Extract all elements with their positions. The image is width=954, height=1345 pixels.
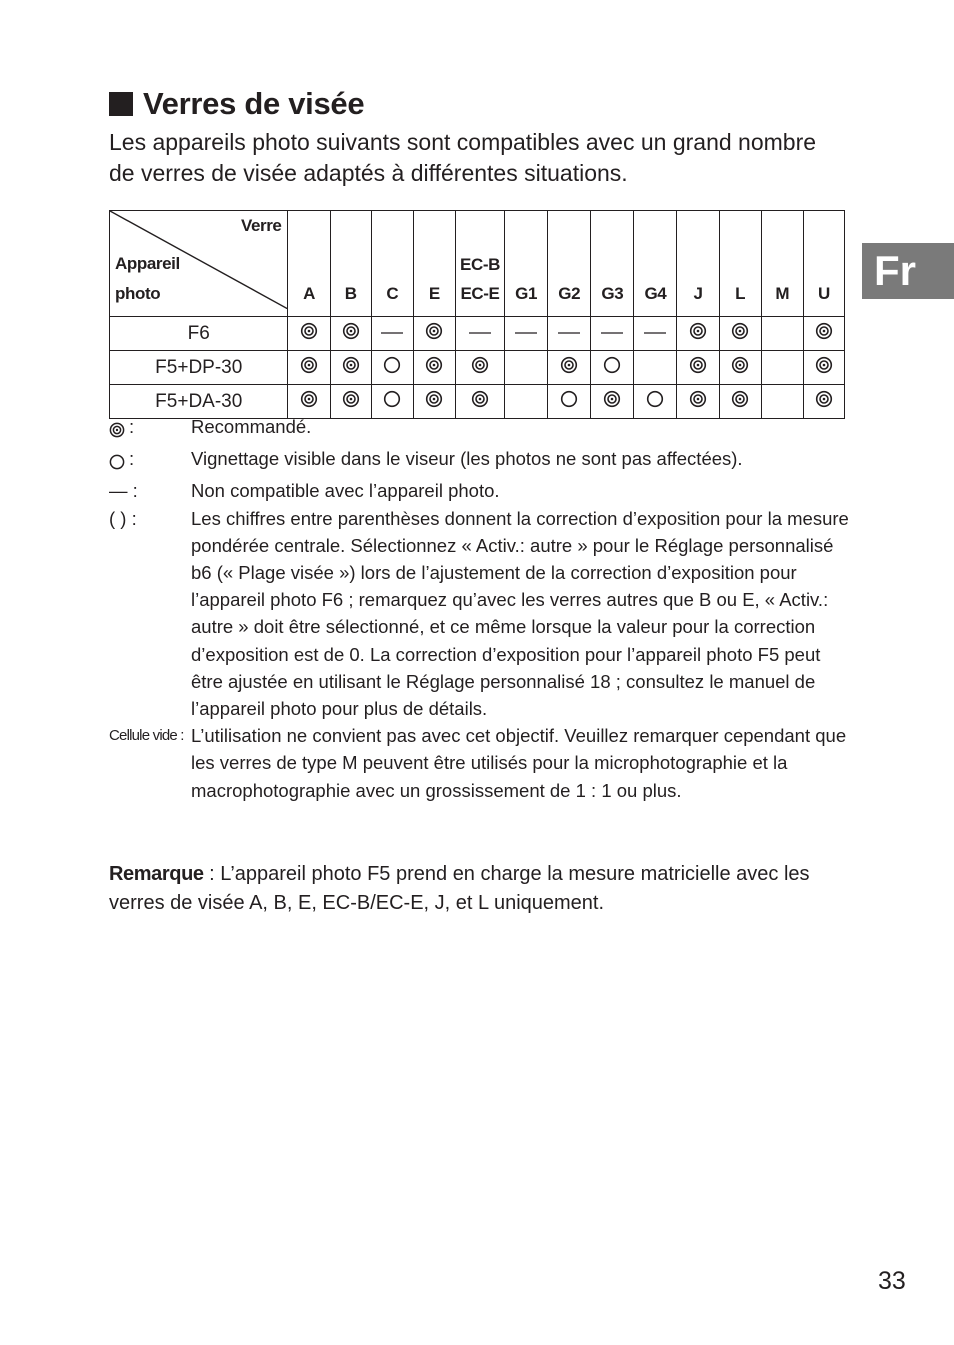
corner-label-camera [115,249,180,309]
cell-recommended [803,317,844,351]
table-row [110,317,845,351]
cell-recommended [719,317,761,351]
dash-icon [514,322,538,344]
dash-icon [557,322,581,344]
cell-vignetting [371,351,413,385]
table-header-row [110,211,845,317]
double-circle-icon [425,322,443,346]
legend-key-parentheses: ( ) : [109,507,137,529]
column-header [677,211,719,317]
circle-icon [383,390,401,414]
legend-text-parentheses: Les chiffres entre parenthèses donnent la correction d’exposition pour la mesure pondérée centrale. Sélectionnez « Activ.: autre » pour le Réglage personnalisé b6 (« Plage visée ») lors de l’ajustement de la correction d’exposition pour l’appareil photo F6 ; remarquez qu’avec les verres autres que B ou E, « Activ.: autre » doit être sélectionné, et ce même lorsque la valeur pour la correction d’exposition est de 0. La correction d’exposition pour l’appareil photo F5 peut être ajustée en utilisant le Réglage personnalisé 18 ; consultez le manuel de l’appareil photo pour plus de détails. [191,507,849,720]
column-header-label: A [303,284,315,303]
cell-recommended [330,317,371,351]
cell-recommended [803,351,844,385]
double-circle-icon [603,390,621,414]
table-corner-cell [110,211,288,317]
column-header [803,211,844,317]
double-circle-icon [815,356,833,380]
legend-item-empty-cell [109,722,849,804]
column-header-label: U [817,284,830,303]
column-header [455,211,504,317]
cell-recommended [288,317,330,351]
legend-text-empty-cell: L’utilisation ne convient pas avec cet objectif. Veuillez remarquer cependant que les verres de type M peuvent être utilisés pour la microphotographie et la macrophotographie avec un grossissement de 1 : 1 ou plus. [191,725,847,801]
double-circle-icon [300,390,318,414]
cell-empty [761,317,803,351]
column-header-line1: EC-B [460,255,500,274]
double-circle-icon [815,390,833,414]
cell-recommended [455,351,504,385]
column-header-label: G4 [644,284,667,303]
intro-paragraph: Les appareils photo suivants sont compatibles avec un grand nombre de verres de visée adaptés à différentes situations. [109,129,817,186]
column-header [634,211,677,317]
circle-icon [109,450,125,477]
legend-item-recommended [109,413,849,445]
cell-vignetting [591,351,634,385]
column-header-label: M [775,284,790,303]
double-circle-icon [731,390,749,414]
section-title: Verres de visée [143,86,365,121]
column-header-label: G3 [601,284,624,303]
column-header-label: J [693,284,703,303]
remark-label: Remarque [109,863,204,885]
double-circle-icon [731,322,749,346]
remark-paragraph [109,860,849,918]
cell-recommended [413,317,455,351]
cell-empty [634,351,677,385]
double-circle-icon [731,356,749,380]
column-header-label: EC-E [460,284,500,303]
circle-icon [646,390,664,414]
column-header-label: L [735,284,746,303]
double-circle-icon [300,322,318,346]
column-header-label: E [428,284,440,303]
section-heading [109,84,364,124]
legend-item-incompatible [109,477,849,504]
column-header [548,211,591,317]
double-circle-icon [689,356,707,380]
cell-incompatible [591,317,634,351]
cell-incompatible [505,317,548,351]
legend-text-recommended: Recommandé. [191,416,312,437]
corner-label-camera-line2: photo [115,284,161,303]
cell-recommended [719,351,761,385]
legend-item-vignetting [109,445,849,477]
double-circle-icon [300,356,318,380]
column-header [761,211,803,317]
column-header [288,211,330,317]
column-header [330,211,371,317]
legend-text-vignetting: Vignettage visible dans le viseur (les photos ne sont pas affectées). [191,448,743,470]
cell-recommended [677,317,719,351]
dash-icon [643,322,667,344]
dash-icon [600,322,624,344]
column-header [591,211,634,317]
legend-text-incompatible: Non compatible avec l’appareil photo. [191,480,500,502]
page-number: 33 [878,1267,906,1295]
cell-incompatible [548,317,591,351]
circle-icon [560,390,578,414]
cell-recommended [677,351,719,385]
legend-key-empty-cell: Cellule vide : [109,727,184,745]
legend-key-vignetting: : [129,448,135,470]
column-header-label: G1 [515,284,538,303]
double-circle-icon [342,356,360,380]
corner-label-verre: Verre [240,216,282,235]
cell-recommended [548,351,591,385]
legend-key-recommended: : [129,416,135,437]
double-circle-icon [109,418,125,445]
double-circle-icon [342,390,360,414]
double-circle-icon [425,390,443,414]
circle-icon [383,356,401,380]
column-header [413,211,455,317]
cell-incompatible [455,317,504,351]
cell-empty [505,351,548,385]
cell-recommended [413,351,455,385]
column-header-label: C [386,284,399,303]
table-body [110,317,845,419]
column-header [505,211,548,317]
cell-recommended [330,351,371,385]
double-circle-icon [689,390,707,414]
cell-incompatible [371,317,413,351]
legend-key-incompatible: — : [109,480,138,502]
double-circle-icon [471,356,489,380]
cell-empty [761,351,803,385]
double-circle-icon [471,390,489,414]
double-circle-icon [425,356,443,380]
double-circle-icon [560,356,578,380]
camera-name-cell: F5+DA-30 [110,385,288,419]
double-circle-icon [342,322,360,346]
cell-incompatible [634,317,677,351]
legend-item-parentheses [109,505,849,723]
language-tab: Fr [862,243,954,299]
compatibility-table [109,210,845,419]
dash-icon [380,322,404,344]
double-circle-icon [689,322,707,346]
column-header-label: G2 [558,284,581,303]
camera-name-cell: F6 [110,317,288,351]
column-header [719,211,761,317]
square-bullet-icon [109,92,133,116]
double-circle-icon [815,322,833,346]
column-header-label: B [344,284,357,303]
legend [109,413,849,804]
table-row [110,351,845,385]
circle-icon [603,356,621,380]
remark-text: : L’appareil photo F5 prend en charge la mesure matricielle avec les verres de visée A, B, E, EC-B/EC-E, J, et L uniquement. [109,863,810,914]
camera-name-cell: F5+DP-30 [110,351,288,385]
corner-label-camera-line1: Appareil [115,254,180,273]
dash-icon [468,322,492,344]
column-header [371,211,413,317]
cell-recommended [288,351,330,385]
